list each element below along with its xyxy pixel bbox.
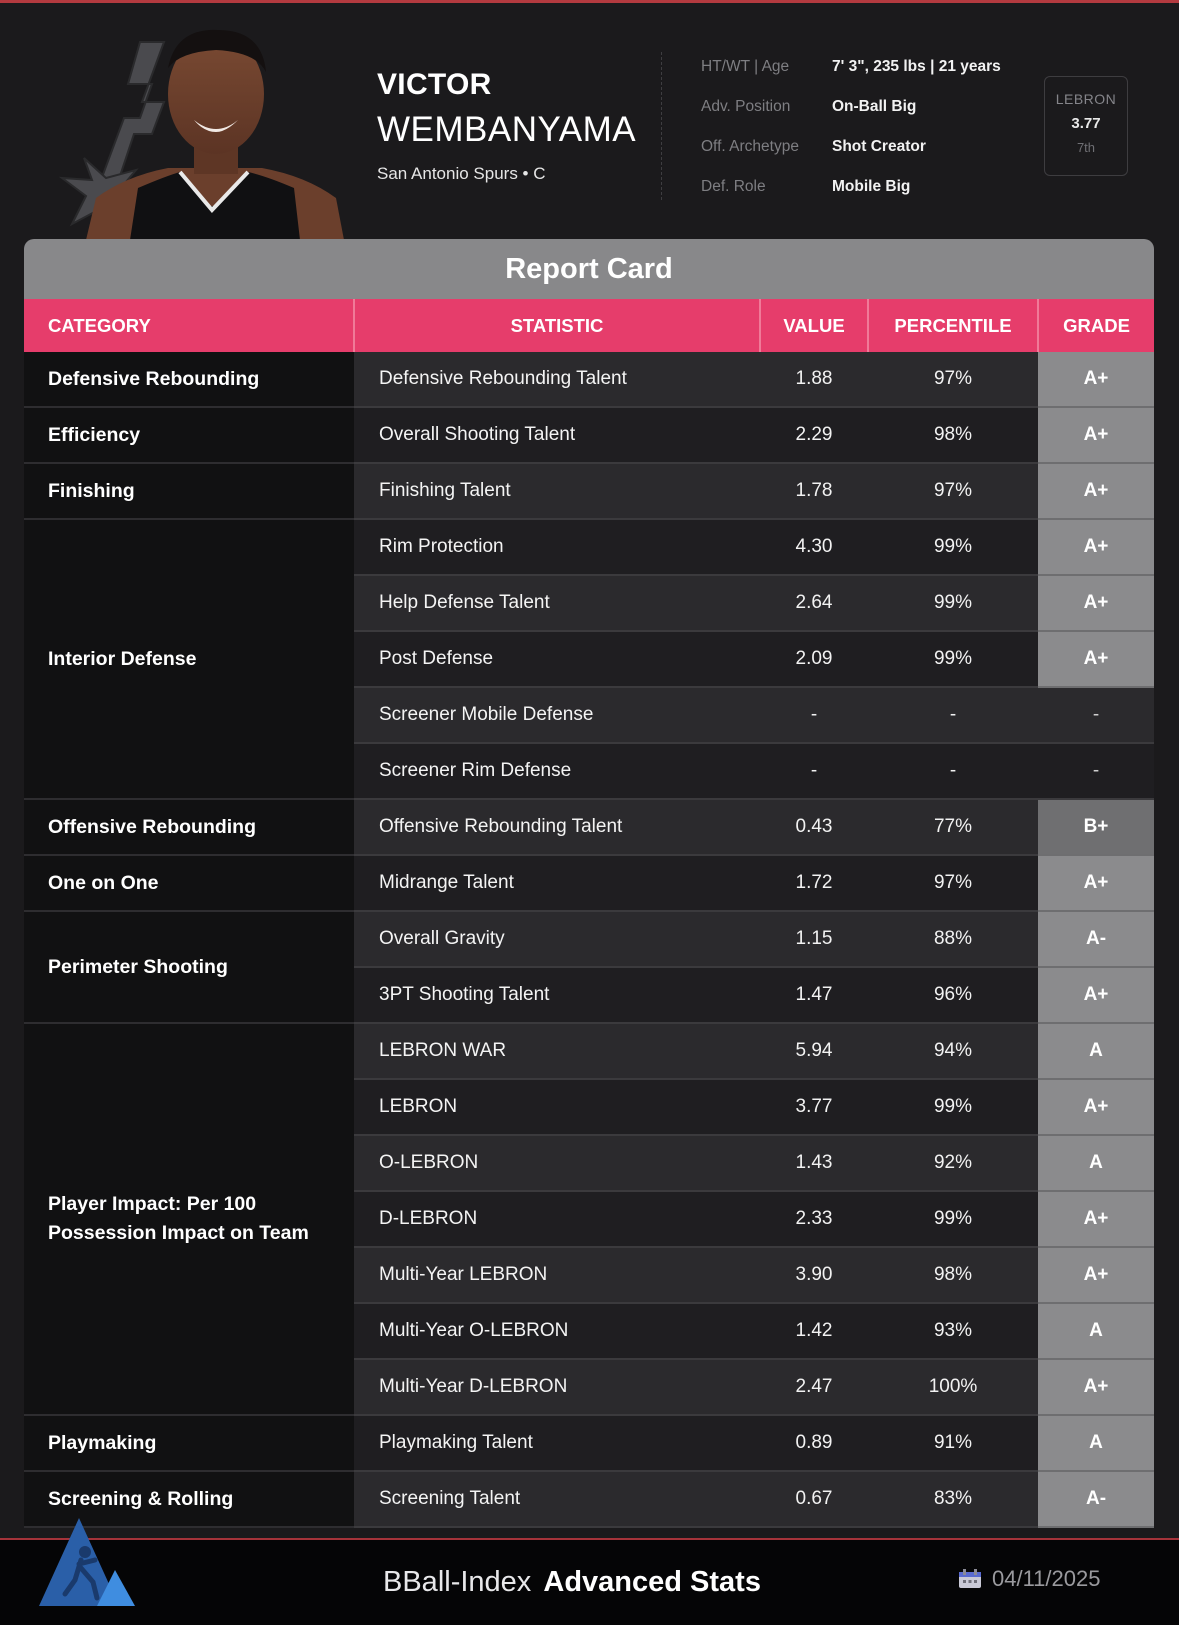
statistic-cell: Midrange Talent	[354, 855, 760, 911]
footer-date	[958, 1566, 1100, 1592]
grade-cell: A+	[1038, 967, 1154, 1023]
category-cell: One on One	[24, 855, 354, 911]
attribute-label: Off. Archetype	[701, 138, 799, 155]
attribute-value: 7' 3", 235 lbs | 21 years	[832, 58, 1001, 75]
statistic-cell: LEBRON	[354, 1079, 760, 1135]
statistic-cell: Multi-Year LEBRON	[354, 1247, 760, 1303]
table-row	[24, 1023, 1154, 1079]
lebron-box-value: 3.77	[1071, 115, 1101, 132]
percentile-cell: 99%	[868, 631, 1038, 687]
category-cell: Efficiency	[24, 407, 354, 463]
percentile-cell: 99%	[868, 519, 1038, 575]
report-table	[24, 299, 1154, 1528]
category-cell: Screening & Rolling	[24, 1471, 354, 1527]
statistic-cell: Finishing Talent	[354, 463, 760, 519]
footer-brand	[383, 1566, 761, 1599]
grade-cell: -	[1038, 743, 1154, 799]
grade-cell: A	[1038, 1023, 1154, 1079]
lebron-box-label: LEBRON	[1055, 91, 1117, 107]
value-cell: 2.29	[760, 407, 868, 463]
attribute-value: Mobile Big	[832, 178, 911, 195]
player-last-name: WEMBANYAMA	[377, 110, 637, 149]
player-team-position: San Antonio Spurs • C	[377, 164, 546, 183]
statistic-cell: Rim Protection	[354, 519, 760, 575]
value-cell: 2.33	[760, 1191, 868, 1247]
statistic-cell: Help Defense Talent	[354, 575, 760, 631]
percentile-cell: 99%	[868, 575, 1038, 631]
value-cell: 1.42	[760, 1303, 868, 1359]
statistic-cell: Overall Gravity	[354, 911, 760, 967]
percentile-cell: 99%	[868, 1079, 1038, 1135]
grade-cell: A+	[1038, 463, 1154, 519]
statistic-cell: Playmaking Talent	[354, 1415, 760, 1471]
statistic-cell: Screener Rim Defense	[354, 743, 760, 799]
attribute-label: HT/WT | Age	[701, 58, 790, 75]
report-table-body	[24, 352, 1154, 1527]
grade-cell: A+	[1038, 631, 1154, 687]
category-cell: Offensive Rebounding	[24, 799, 354, 855]
footer-date-text: 04/11/2025	[992, 1566, 1101, 1591]
percentile-cell: 97%	[868, 855, 1038, 911]
table-row	[24, 463, 1154, 519]
bball-index-logo-icon	[35, 1516, 141, 1608]
table-row	[24, 799, 1154, 855]
value-cell: 3.77	[760, 1079, 868, 1135]
player-photo	[86, 28, 344, 240]
percentile-cell: 98%	[868, 407, 1038, 463]
player-first-name: VICTOR	[377, 68, 492, 101]
attribute-label: Adv. Position	[701, 98, 791, 115]
grade-cell: A+	[1038, 855, 1154, 911]
attribute-row	[701, 178, 1001, 218]
grade-cell: A	[1038, 1303, 1154, 1359]
table-row	[24, 519, 1154, 575]
grade-cell: A	[1038, 1415, 1154, 1471]
statistic-cell: D-LEBRON	[354, 1191, 760, 1247]
percentile-cell: -	[868, 743, 1038, 799]
table-header-row	[24, 299, 1154, 352]
table-row	[24, 407, 1154, 463]
value-cell: 1.88	[760, 352, 868, 407]
value-cell: 2.47	[760, 1359, 868, 1415]
percentile-cell: 93%	[868, 1303, 1038, 1359]
lebron-summary-box	[1044, 76, 1128, 176]
percentile-cell: 91%	[868, 1415, 1038, 1471]
grade-cell: A+	[1038, 1359, 1154, 1415]
calendar-icon	[958, 1569, 982, 1589]
report-card	[24, 239, 1154, 1528]
attribute-label: Def. Role	[701, 178, 766, 195]
category-cell: Interior Defense	[24, 519, 354, 799]
header-statistic: STATISTIC	[354, 299, 760, 352]
attribute-row	[701, 58, 1001, 98]
attribute-value: On-Ball Big	[832, 98, 917, 115]
player-name	[377, 68, 636, 147]
percentile-cell: 100%	[868, 1359, 1038, 1415]
percentile-cell: 94%	[868, 1023, 1038, 1079]
value-cell: 4.30	[760, 519, 868, 575]
category-cell: Player Impact: Per 100 Possession Impact on Team	[24, 1023, 354, 1415]
value-cell: 3.90	[760, 1247, 868, 1303]
statistic-cell: Screener Mobile Defense	[354, 687, 760, 743]
category-cell: Finishing	[24, 463, 354, 519]
grade-cell: A+	[1038, 519, 1154, 575]
grade-cell: A	[1038, 1135, 1154, 1191]
grade-cell: A+	[1038, 1079, 1154, 1135]
header-percentile: PERCENTILE	[868, 299, 1038, 352]
value-cell: 5.94	[760, 1023, 868, 1079]
grade-cell: A+	[1038, 407, 1154, 463]
statistic-cell: Multi-Year O-LEBRON	[354, 1303, 760, 1359]
grade-cell: B+	[1038, 799, 1154, 855]
value-cell: -	[760, 687, 868, 743]
grade-cell: A+	[1038, 352, 1154, 407]
table-row	[24, 1415, 1154, 1471]
value-cell: 0.43	[760, 799, 868, 855]
value-cell: 0.89	[760, 1415, 868, 1471]
percentile-cell: 96%	[868, 967, 1038, 1023]
value-cell: 1.78	[760, 463, 868, 519]
percentile-cell: 97%	[868, 352, 1038, 407]
lebron-box-rank: 7th	[1076, 140, 1096, 155]
value-cell: 2.09	[760, 631, 868, 687]
statistic-cell: Overall Shooting Talent	[354, 407, 760, 463]
category-cell: Perimeter Shooting	[24, 911, 354, 1023]
value-cell: 2.64	[760, 575, 868, 631]
statistic-cell: Post Defense	[354, 631, 760, 687]
grade-cell: A-	[1038, 1471, 1154, 1527]
statistic-cell: O-LEBRON	[354, 1135, 760, 1191]
player-attributes	[701, 58, 1001, 218]
percentile-cell: 92%	[868, 1135, 1038, 1191]
value-cell: 1.47	[760, 967, 868, 1023]
table-row	[24, 1471, 1154, 1527]
percentile-cell: 99%	[868, 1191, 1038, 1247]
percentile-cell: 97%	[868, 463, 1038, 519]
table-row	[24, 855, 1154, 911]
category-cell: Playmaking	[24, 1415, 354, 1471]
value-cell: 1.43	[760, 1135, 868, 1191]
category-cell: Defensive Rebounding	[24, 352, 354, 407]
table-row	[24, 911, 1154, 967]
value-cell: 0.67	[760, 1471, 868, 1527]
statistic-cell: Defensive Rebounding Talent	[354, 352, 760, 407]
statistic-cell: Multi-Year D-LEBRON	[354, 1359, 760, 1415]
statistic-cell: 3PT Shooting Talent	[354, 967, 760, 1023]
grade-cell: A+	[1038, 575, 1154, 631]
attribute-row	[701, 138, 1001, 178]
statistic-cell: Offensive Rebounding Talent	[354, 799, 760, 855]
grade-cell: A-	[1038, 911, 1154, 967]
footer-brand-bold: Advanced Stats	[543, 1566, 761, 1598]
value-cell: 1.72	[760, 855, 868, 911]
header-grade: GRADE	[1038, 299, 1154, 352]
grade-cell: A+	[1038, 1247, 1154, 1303]
header-category: CATEGORY	[24, 299, 354, 352]
value-cell: 1.15	[760, 911, 868, 967]
table-row	[24, 352, 1154, 407]
attribute-value: Shot Creator	[832, 138, 926, 155]
header-value: VALUE	[760, 299, 868, 352]
footer	[0, 1540, 1179, 1625]
percentile-cell: -	[868, 687, 1038, 743]
percentile-cell: 77%	[868, 799, 1038, 855]
header-divider	[661, 52, 662, 200]
attribute-row	[701, 98, 1001, 138]
grade-cell: A+	[1038, 1191, 1154, 1247]
player-header	[0, 0, 1179, 240]
value-cell: -	[760, 743, 868, 799]
footer-brand-prefix: BBall-Index	[383, 1566, 532, 1598]
percentile-cell: 98%	[868, 1247, 1038, 1303]
percentile-cell: 88%	[868, 911, 1038, 967]
report-card-title: Report Card	[24, 239, 1154, 299]
percentile-cell: 83%	[868, 1471, 1038, 1527]
grade-cell: -	[1038, 687, 1154, 743]
statistic-cell: LEBRON WAR	[354, 1023, 760, 1079]
statistic-cell: Screening Talent	[354, 1471, 760, 1527]
